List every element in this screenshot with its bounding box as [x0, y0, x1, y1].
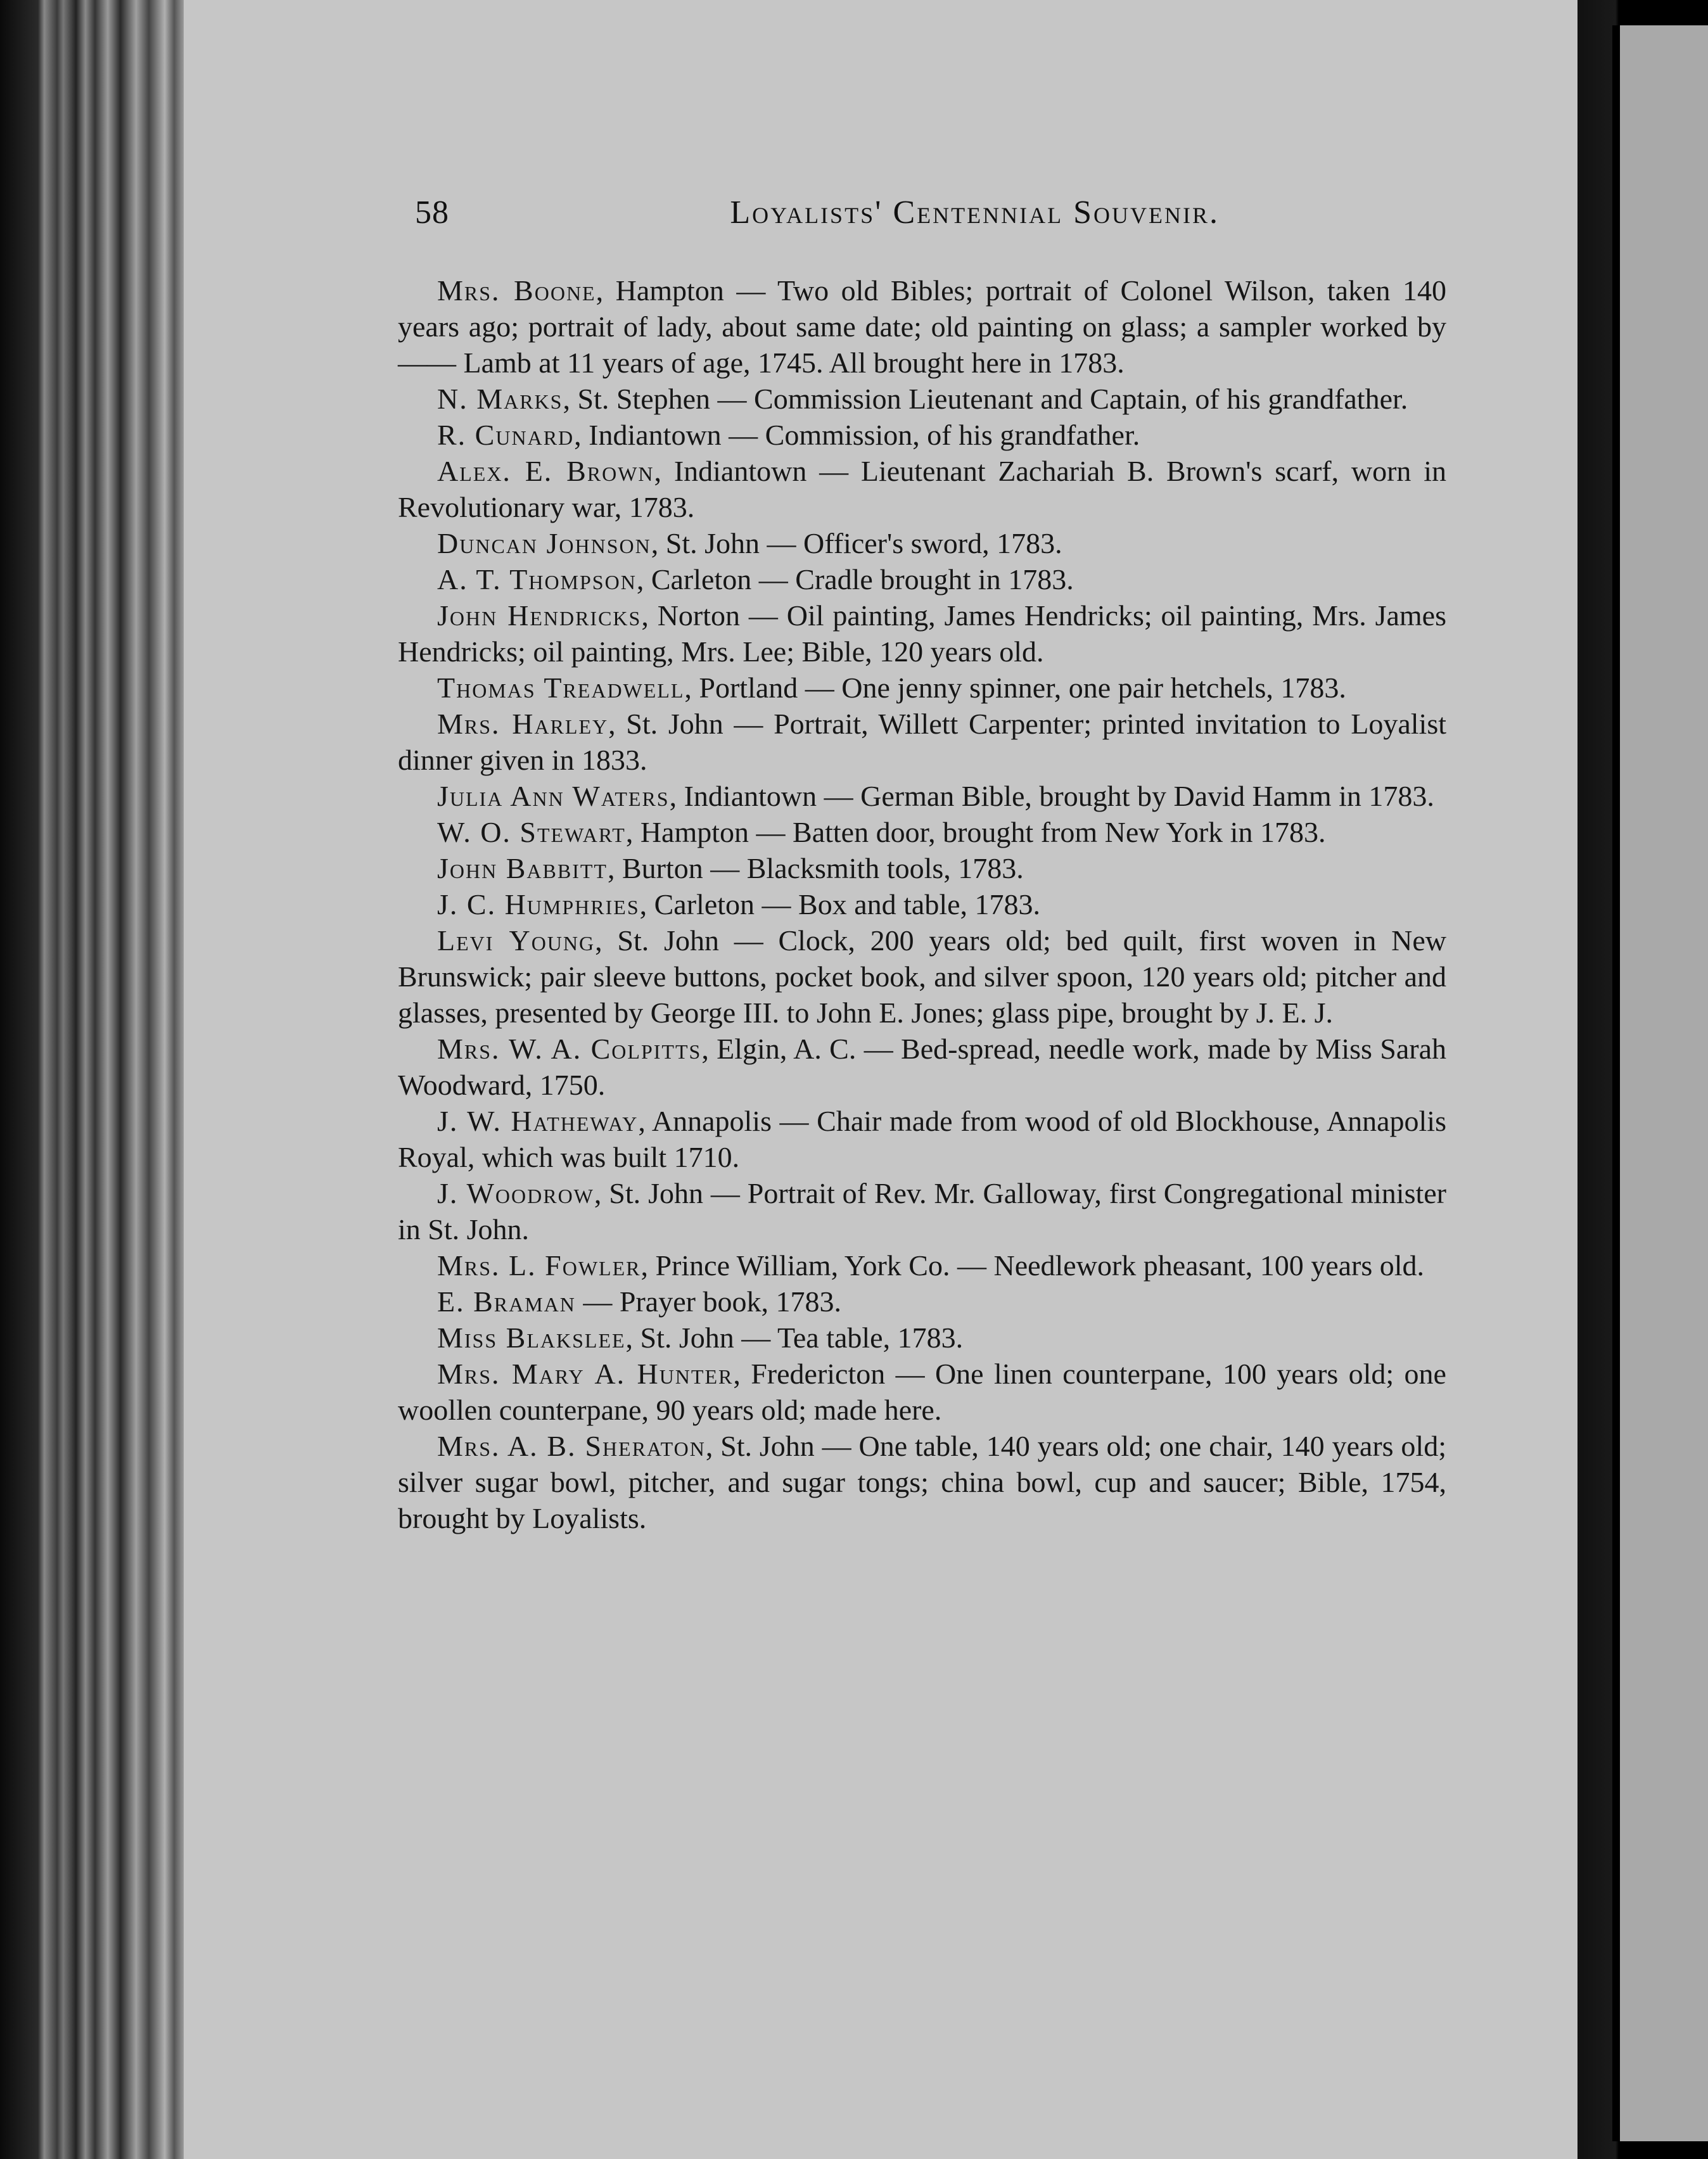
donor-name: Mrs. W. A. Colpitts [437, 1033, 702, 1065]
list-item [398, 453, 1446, 525]
list-item [398, 1320, 1446, 1356]
list-item [398, 525, 1446, 561]
list-item [398, 778, 1446, 814]
entry-list [398, 272, 1446, 1536]
list-item [398, 1103, 1446, 1175]
item-description: , Burton — Blacksmith tools, 1783. [607, 852, 1024, 884]
donor-name: J. W. Hatheway [437, 1105, 639, 1137]
donor-name: Mrs. L. Fowler [437, 1249, 641, 1282]
item-description: , Carleton — Box and table, 1783. [639, 888, 1041, 920]
item-description: , St. John — One table, 140 years old; one chair, 140 years old; silver sugar bowl, pitcher, and sugar tongs; china bowl, cup and saucer; Bible, 1754, brought by Loyalists. [398, 1430, 1446, 1534]
donor-name: Mrs. A. B. Sheraton [437, 1430, 706, 1462]
list-item [398, 1175, 1446, 1247]
donor-name: Thomas Treadwell [437, 672, 685, 704]
list-item [398, 670, 1446, 706]
list-item [398, 417, 1446, 453]
item-description: , St. John — Portrait of Rev. Mr. Galloway, first Congregational minister in St. John. [398, 1177, 1446, 1245]
donor-name: Duncan Johnson [437, 527, 651, 559]
donor-name: Mrs. Mary A. Hunter [437, 1358, 734, 1390]
item-description: , Norton — Oil painting, James Hendricks; oil painting, Mrs. James Hendricks; oil painting, Mrs. Lee; Bible, 120 years old. [398, 599, 1447, 668]
donor-name: A. T. Thompson [437, 563, 637, 595]
running-title: Loyalists' Centennial Souvenir. [730, 194, 1220, 231]
list-item [398, 814, 1446, 850]
list-item [398, 561, 1446, 597]
list-item [398, 597, 1446, 670]
donor-name: Mrs. Harley [437, 708, 609, 740]
donor-name: John Babbitt [437, 852, 608, 884]
donor-name: W. O. Stewart [437, 816, 626, 848]
item-description: , St. Stephen — Commission Lieutenant and Captain, of his grandfather. [563, 383, 1408, 415]
page-number: 58 [415, 194, 449, 231]
donor-name: Miss Blakslee [437, 1322, 626, 1354]
list-item [398, 922, 1446, 1031]
donor-name: R. Cunard [437, 419, 575, 451]
page-header [415, 194, 1220, 251]
list-item [398, 1247, 1446, 1283]
item-description: — Prayer book, 1783. [575, 1285, 841, 1318]
list-item [398, 381, 1446, 417]
donor-name: Alex. E. Brown [437, 455, 654, 487]
item-description: , St. John — Tea table, 1783. [625, 1322, 964, 1354]
donor-name: Mrs. Boone [437, 274, 596, 307]
item-description: , St. John — Clock, 200 years old; bed quilt, first woven in New Brunswick; pair sleeve buttons, pocket book, and silver spoon, 120 years old; pitcher and glasses, presented by George III. to John E. Jones; glass pipe, brought by J. E. J. [398, 924, 1446, 1029]
donor-name: Julia Ann Waters [437, 780, 670, 812]
list-item [398, 1031, 1446, 1103]
item-description: , Carleton — Cradle brought in 1783. [636, 563, 1074, 595]
item-description: , St. John — Officer's sword, 1783. [651, 527, 1062, 559]
donor-name: John Hendricks [437, 599, 642, 632]
list-item [398, 706, 1446, 778]
list-item [398, 1428, 1446, 1536]
list-item [398, 1356, 1446, 1428]
item-description: , Hampton — Batten door, brought from New York in 1783. [625, 816, 1326, 848]
list-item [398, 886, 1446, 922]
list-item [398, 272, 1446, 381]
item-description: , Indiantown — Lieutenant Zachariah B. Brown's scarf, worn in Revolutionary war, 1783. [398, 455, 1446, 523]
donor-name: J. C. Humphries [437, 888, 640, 920]
item-description: , Annapolis — Chair made from wood of old Blockhouse, Annapolis Royal, which was built 1710. [398, 1105, 1446, 1173]
item-description: , St. John — Portrait, Willett Carpenter; printed invitation to Loyalist dinner given in 1833. [398, 708, 1447, 776]
donor-name: Levi Young [437, 924, 596, 957]
item-description: , Fredericton — One linen counterpane, 100 years old; one woollen counterpane, 90 years old; made here. [398, 1358, 1446, 1426]
list-item [398, 1283, 1446, 1320]
item-description: , Prince William, York Co. — Needlework pheasant, 100 years old. [640, 1249, 1425, 1282]
list-item [398, 850, 1446, 886]
donor-name: J. Woodrow [437, 1177, 594, 1209]
item-description: , Indiantown — German Bible, brought by David Hamm in 1783. [669, 780, 1434, 812]
donor-name: N. Marks [437, 383, 563, 415]
facing-page-strip [1612, 25, 1708, 2141]
item-description: , Portland — One jenny spinner, one pair hetchels, 1783. [684, 672, 1346, 704]
donor-name: E. Braman [437, 1285, 576, 1318]
item-description: , Indiantown — Commission, of his grandfather. [574, 419, 1140, 451]
item-description: , Elgin, A. C. — Bed-spread, needle work, made by Miss Sarah Woodward, 1750. [398, 1033, 1446, 1101]
book-spine [0, 0, 184, 2159]
item-description: , Hampton — Two old Bibles; portrait of Colonel Wilson, taken 140 years ago; portrait of lady, about same date; old painting on glass; a sampler worked by —— Lamb at 11 years of age, 1745. All brought here in 1783. [398, 274, 1446, 379]
